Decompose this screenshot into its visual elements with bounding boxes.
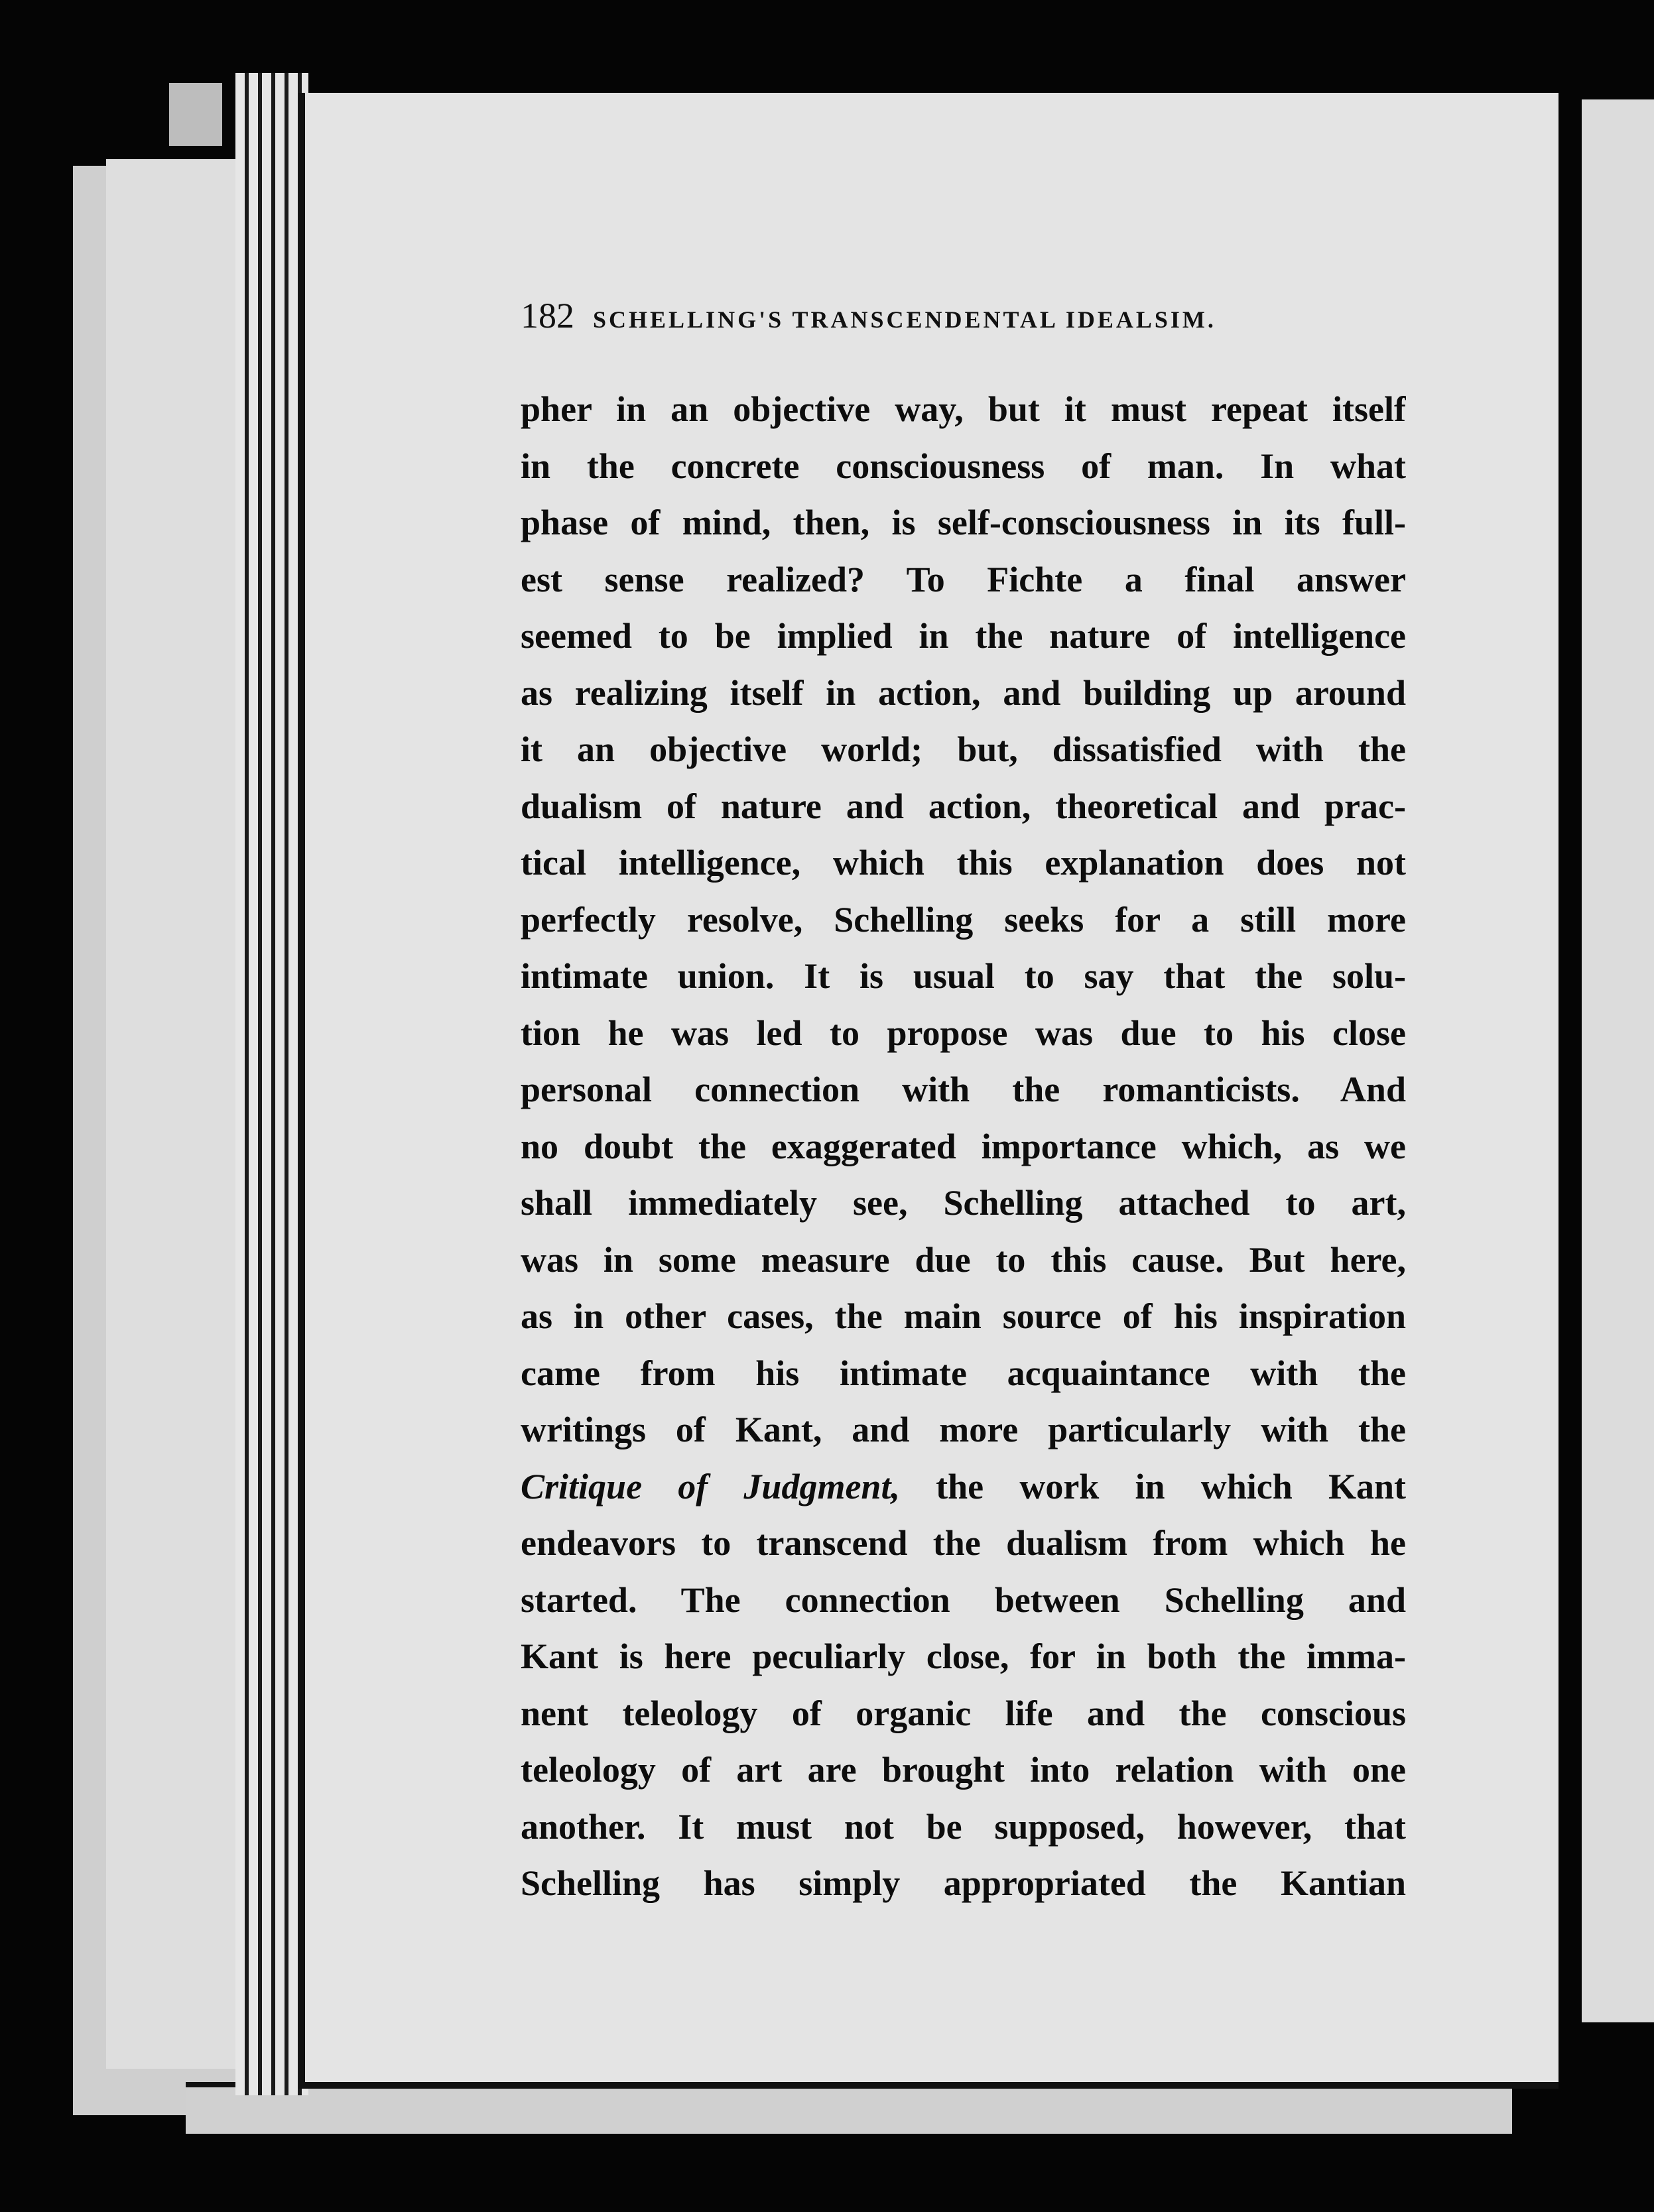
text-line: intimate union. It is usual to say that the solu- [521,956,1406,996]
page-number: 182 [521,296,574,336]
text-line: writings of Kant, and more particularly with the [521,1410,1406,1449]
page-tab [169,83,222,146]
text-line: personal connection with the romanticists. And [521,1070,1406,1109]
text-line: was in some measure due to this cause. But here, [521,1239,1406,1280]
text-line: seemed to be implied in the nature of intelligence [521,616,1406,656]
text-line: perfectly resolve, Schelling seeks for a still more [521,899,1406,940]
running-head: SCHELLING'S TRANSCENDENTAL IDEALSIM. [593,306,1216,333]
text-line: tical intelligence, which this explanation does not [521,843,1406,883]
text-line: no doubt the exaggerated importance which, as we [521,1126,1406,1166]
text-line: Schelling has simply appropriated the Kantian [521,1863,1406,1903]
book-title-italic: Critique of Judgment, [521,1466,900,1506]
stacked-page-edges [235,73,308,2095]
page-header [521,295,1316,348]
text-line: it an objective world; but, dissatisfied with the [521,729,1406,769]
text-line-rest: the work in which Kant [899,1466,1406,1506]
facing-page-edge [1582,99,1654,2022]
text-line: endeavors to transcend the dualism from which he [521,1523,1406,1563]
text-line: dualism of nature and action, theoretical and prac- [521,786,1406,826]
text-line: pher in an objective way, but it must repeat itself [521,389,1406,429]
body-text [521,381,1406,1912]
text-line: as realizing itself in action, and building up around [521,672,1406,713]
text-line: phase of mind, then, is self-consciousness in its full- [521,503,1406,542]
text-line: tion he was led to propose was due to his close [521,1013,1406,1053]
text-line: est sense realized? To Fichte a final answer [521,559,1406,599]
text-line: Kant is here peculiarly close, for in both the imma- [521,1636,1406,1676]
text-line: another. It must not be supposed, however, that [521,1806,1406,1847]
text-line: nent teleology of organic life and the conscious [521,1693,1406,1733]
bottom-page-edge [186,2082,1512,2134]
text-line: teleology of art are brought into relation with one [521,1750,1406,1790]
text-line: started. The connection between Schelling and [521,1579,1406,1620]
text-line: came from his intimate acquaintance with the [521,1353,1406,1393]
text-line: as in other cases, the main source of his inspiration [521,1296,1406,1336]
text-line: in the concrete consciousness of man. In what [521,446,1406,486]
text-line-italic-title [521,1459,1406,1516]
back-page-sheet [106,159,239,2069]
text-line: shall immediately see, Schelling attached to art, [521,1183,1406,1223]
